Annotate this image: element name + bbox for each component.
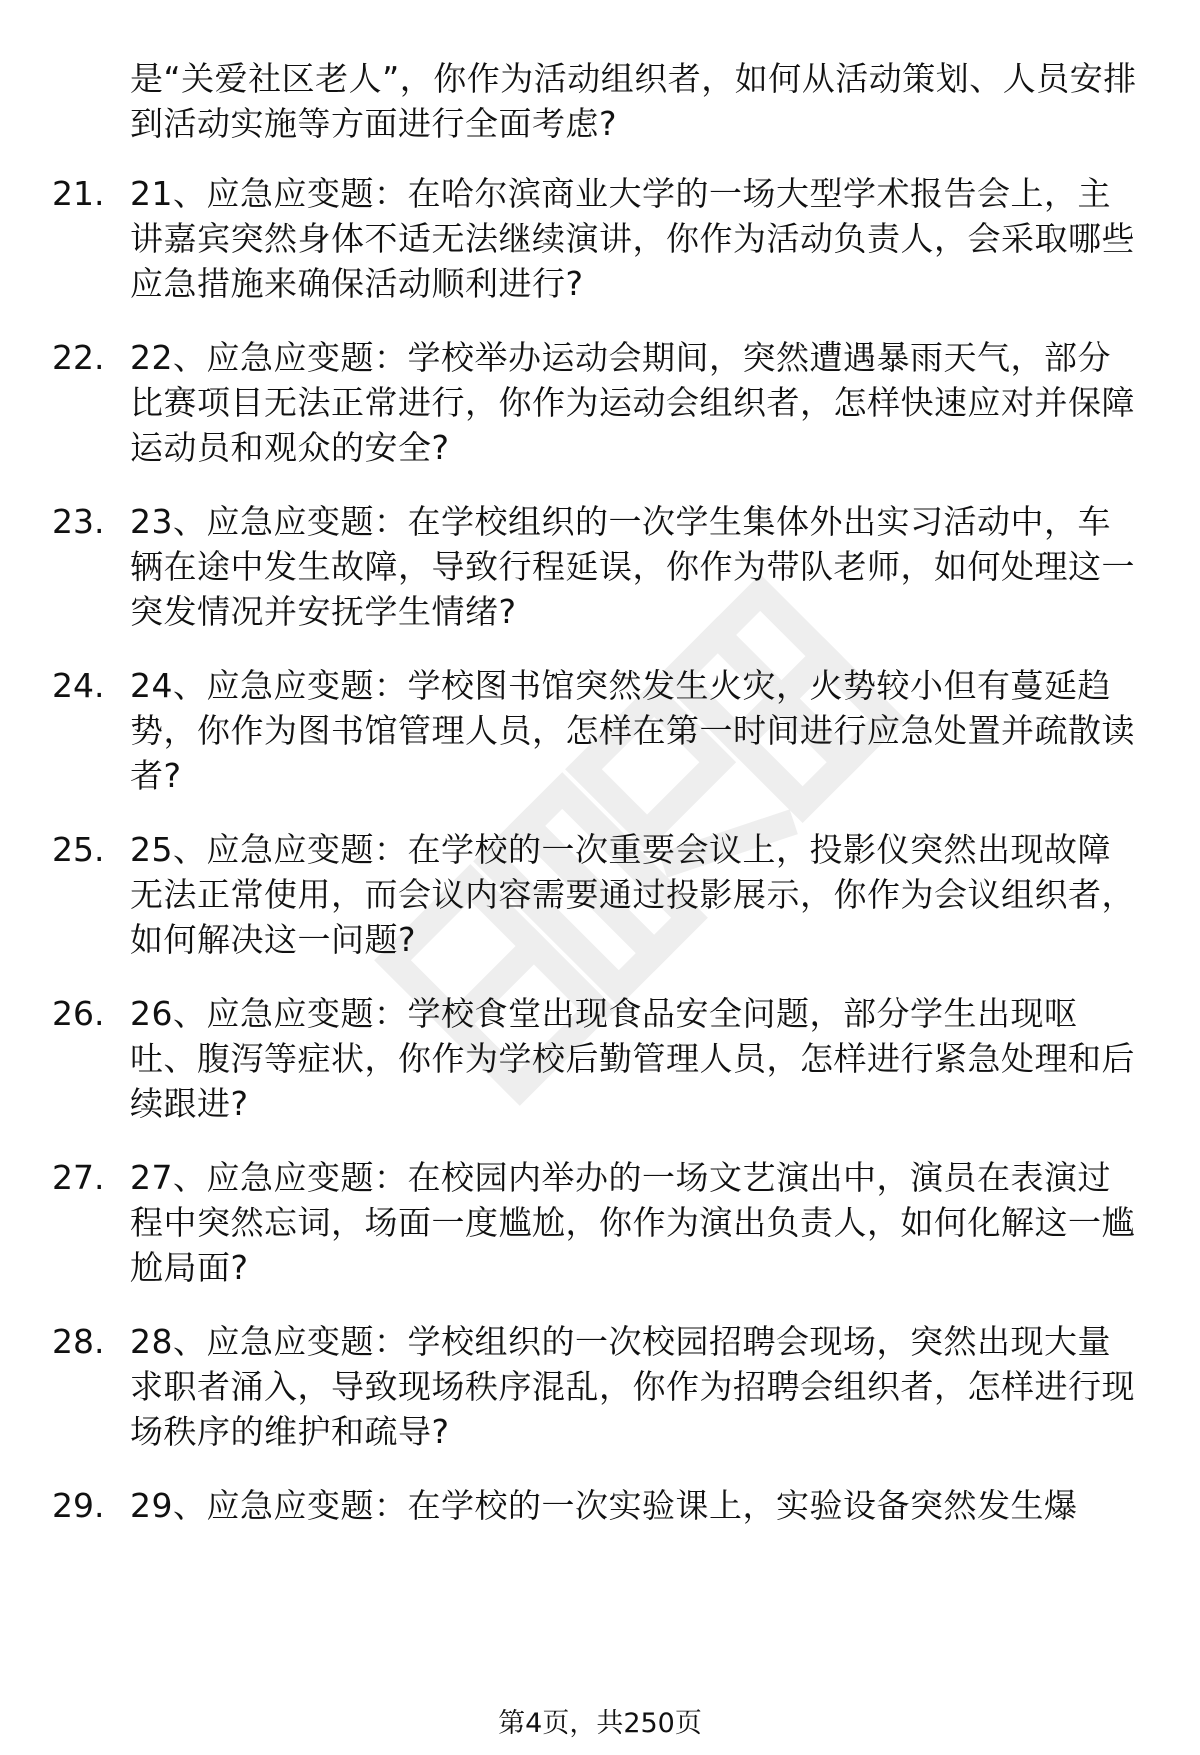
list-item [52,1155,1152,1290]
list-item [52,663,1152,798]
list-item [52,1483,1152,1528]
item-number: 28. [52,1322,105,1361]
list-item [52,499,1152,634]
list-item [52,335,1152,470]
item-number: 23. [52,502,105,541]
item-number: 27. [52,1158,105,1197]
list-item [52,171,1152,306]
page-footer: 第4页，共250页 [498,1708,702,1739]
item-text: 25、应急应变题：在学校的一次重要会议上，投影仪突然出现故障无法正常使用，而会议内容需要通过投影展示，你作为会议组织者，如何解决这一问题? [130,830,1135,959]
item-number: 26. [52,994,105,1033]
item-number: 22. [52,338,105,377]
item-text: 27、应急应变题：在校园内举办的一场文艺演出中，演员在表演过程中突然忘词，场面一度尴尬，你作为演出负责人，如何化解这一尴尬局面? [130,1158,1135,1287]
list-item [52,827,1152,962]
item-text: 26、应急应变题：学校食堂出现食品安全问题，部分学生出现呕吐、腹泻等症状，你作为学校后勤管理人员，怎样进行紧急处理和后续跟进? [130,994,1135,1123]
item-text: 21、应急应变题：在哈尔滨商业大学的一场大型学术报告会上，主讲嘉宾突然身体不适无法继续演讲，你作为活动负责人，会采取哪些应急措施来确保活动顺利进行? [130,174,1135,303]
item-text: 22、应急应变题：学校举办运动会期间，突然遭遇暴雨天气，部分比赛项目无法正常进行，你作为运动会组织者，怎样快速应对并保障运动员和观众的安全? [130,338,1135,467]
item-number: 25. [52,830,105,869]
item-number: 24. [52,666,105,705]
item-text: 28、应急应变题：学校组织的一次校园招聘会现场，突然出现大量求职者涌入，导致现场秩序混乱，你作为招聘会组织者，怎样进行现场秩序的维护和疏导? [130,1322,1135,1451]
item-number: 29. [52,1486,105,1525]
item-number: 21. [52,174,105,213]
list-item [52,1319,1152,1454]
item-text: 23、应急应变题：在学校组织的一次学生集体外出实习活动中，车辆在途中发生故障，导致行程延误，你作为带队老师，如何处理这一突发情况并安抚学生情绪? [130,502,1135,631]
item-text: 29、应急应变题：在学校的一次实验课上，实验设备突然发生爆 [130,1486,1078,1525]
list-item [52,991,1152,1126]
intro-continuation-text: 是“关爱社区老人”，你作为活动组织者，如何从活动策划、人员安排到活动实施等方面进行全面考虑? [130,59,1137,143]
item-text: 24、应急应变题：学校图书馆突然发生火灾，火势较小但有蔓延趋势，你作为图书馆管理人员，怎样在第一时间进行应急处置并疏散读者? [130,666,1135,795]
